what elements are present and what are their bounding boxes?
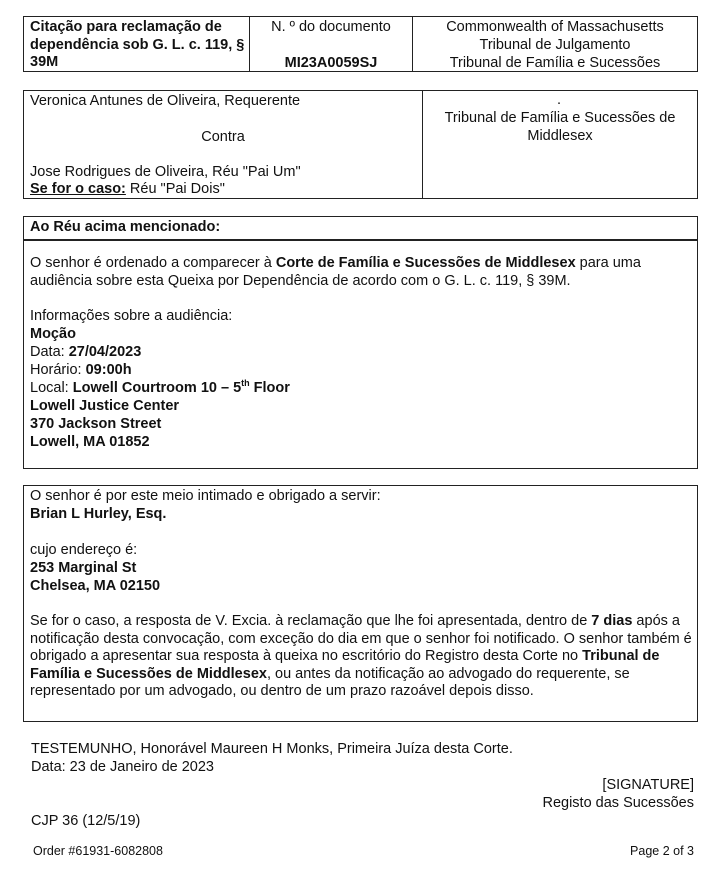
notice-box	[23, 216, 698, 469]
time-label: Horário:	[30, 362, 86, 378]
notice-heading: Ao Réu acima mencionado:	[30, 219, 221, 235]
state-name: Commonwealth of Massachusetts	[446, 19, 664, 35]
if-applicable-label: Se for o caso:	[30, 181, 126, 197]
page-number: Page 2 of 3	[630, 844, 694, 858]
parties-box	[23, 90, 698, 199]
court-name: Tribunal de Família e Sucessões de Middlesex	[444, 110, 676, 144]
attorney-name: Brian L Hurley, Esq.	[30, 506, 167, 522]
document-number: MI23A0059SJ	[284, 55, 378, 71]
signature: [SIGNATURE]	[602, 777, 694, 793]
hearing-date	[30, 344, 141, 362]
date-value: 27/04/2023	[68, 344, 142, 360]
respondent-2: Réu "Pai Dois"	[129, 181, 225, 197]
form-code: CJP 36 (12/5/19)	[31, 813, 141, 829]
location-floor: Floor	[249, 380, 290, 396]
attorney-city: Chelsea, MA 02150	[30, 578, 161, 594]
respondent-2-line	[30, 181, 420, 199]
location-ordinal: th	[241, 378, 250, 389]
time-value: 09:00h	[85, 362, 132, 378]
header-box	[23, 16, 698, 72]
petitioner: Veronica Antunes de Oliveira, Requerente	[30, 93, 301, 109]
order-number: Order #61931-6082808	[33, 844, 163, 858]
response-days: 7 dias	[591, 613, 633, 629]
issue-date: Data: 23 de Janeiro de 2023	[31, 759, 214, 775]
date-label: Data:	[30, 344, 69, 360]
versus: Contra	[201, 129, 245, 145]
hearing-info-label: Informações sobre a audiência:	[30, 308, 233, 324]
location-label: Local:	[30, 380, 73, 396]
court-line-1: Tribunal de Julgamento	[479, 37, 631, 53]
service-paragraph	[30, 613, 692, 701]
hearing-type: Moção	[30, 326, 76, 342]
order-court: Corte de Família e Sucessões de Middlesex	[275, 255, 576, 271]
order-text-pre: O senhor é ordenado a comparecer à	[30, 255, 276, 271]
location-room: Lowell Courtroom 10 – 5	[72, 380, 242, 396]
address-line-3: Lowell, MA 01852	[30, 434, 150, 450]
service-text-1: Se for o caso, a resposta de V. Excia. à reclamação que lhe foi apresentada, dentro de	[30, 613, 592, 629]
attorney-street: 253 Marginal St	[30, 560, 137, 576]
order-text-post: para uma audiência sobre esta Queixa por Dependência de acordo com o G. L. c. 119, § 39M.	[30, 255, 641, 289]
address-line-2: 370 Jackson Street	[30, 416, 162, 432]
service-intro: O senhor é por este meio intimado e obrigado a servir:	[30, 488, 381, 504]
registry-label: Registo das Sucessões	[542, 795, 694, 811]
dot-mark: .	[556, 92, 562, 108]
document-number-label: N. º do documento	[271, 19, 391, 35]
hearing-time	[30, 362, 132, 380]
respondent-1: Jose Rodrigues de Oliveira, Réu "Pai Um"	[30, 164, 301, 180]
court-line-2: Tribunal de Família e Sucessões	[449, 55, 661, 71]
service-box	[23, 485, 698, 722]
witness-line: TESTEMUNHO, Honorável Maureen H Monks, Primeira Juíza desta Corte.	[31, 741, 513, 757]
address-line-1: Lowell Justice Center	[30, 398, 180, 414]
service-court: Tribunal de Família e Sucessões de Middlesex	[30, 648, 660, 682]
document-title: Citação para reclamação de dependência sob G. L. c. 119, § 39M	[30, 19, 245, 70]
address-label: cujo endereço é:	[30, 542, 138, 558]
hearing-location	[30, 380, 290, 398]
service-text-2: após a notificação desta convocação, com exceção do dia em que o senhor foi notificado. O senhor também é obrigado a apresentar sua resposta à queixa no escritório do Registro desta Corte no	[30, 613, 692, 664]
hearing-order	[30, 255, 692, 290]
service-text-3: , ou antes da notificação ao advogado do requerente, se representado por um advogado, ou dentro de um prazo razoável depois disso.	[30, 665, 630, 699]
